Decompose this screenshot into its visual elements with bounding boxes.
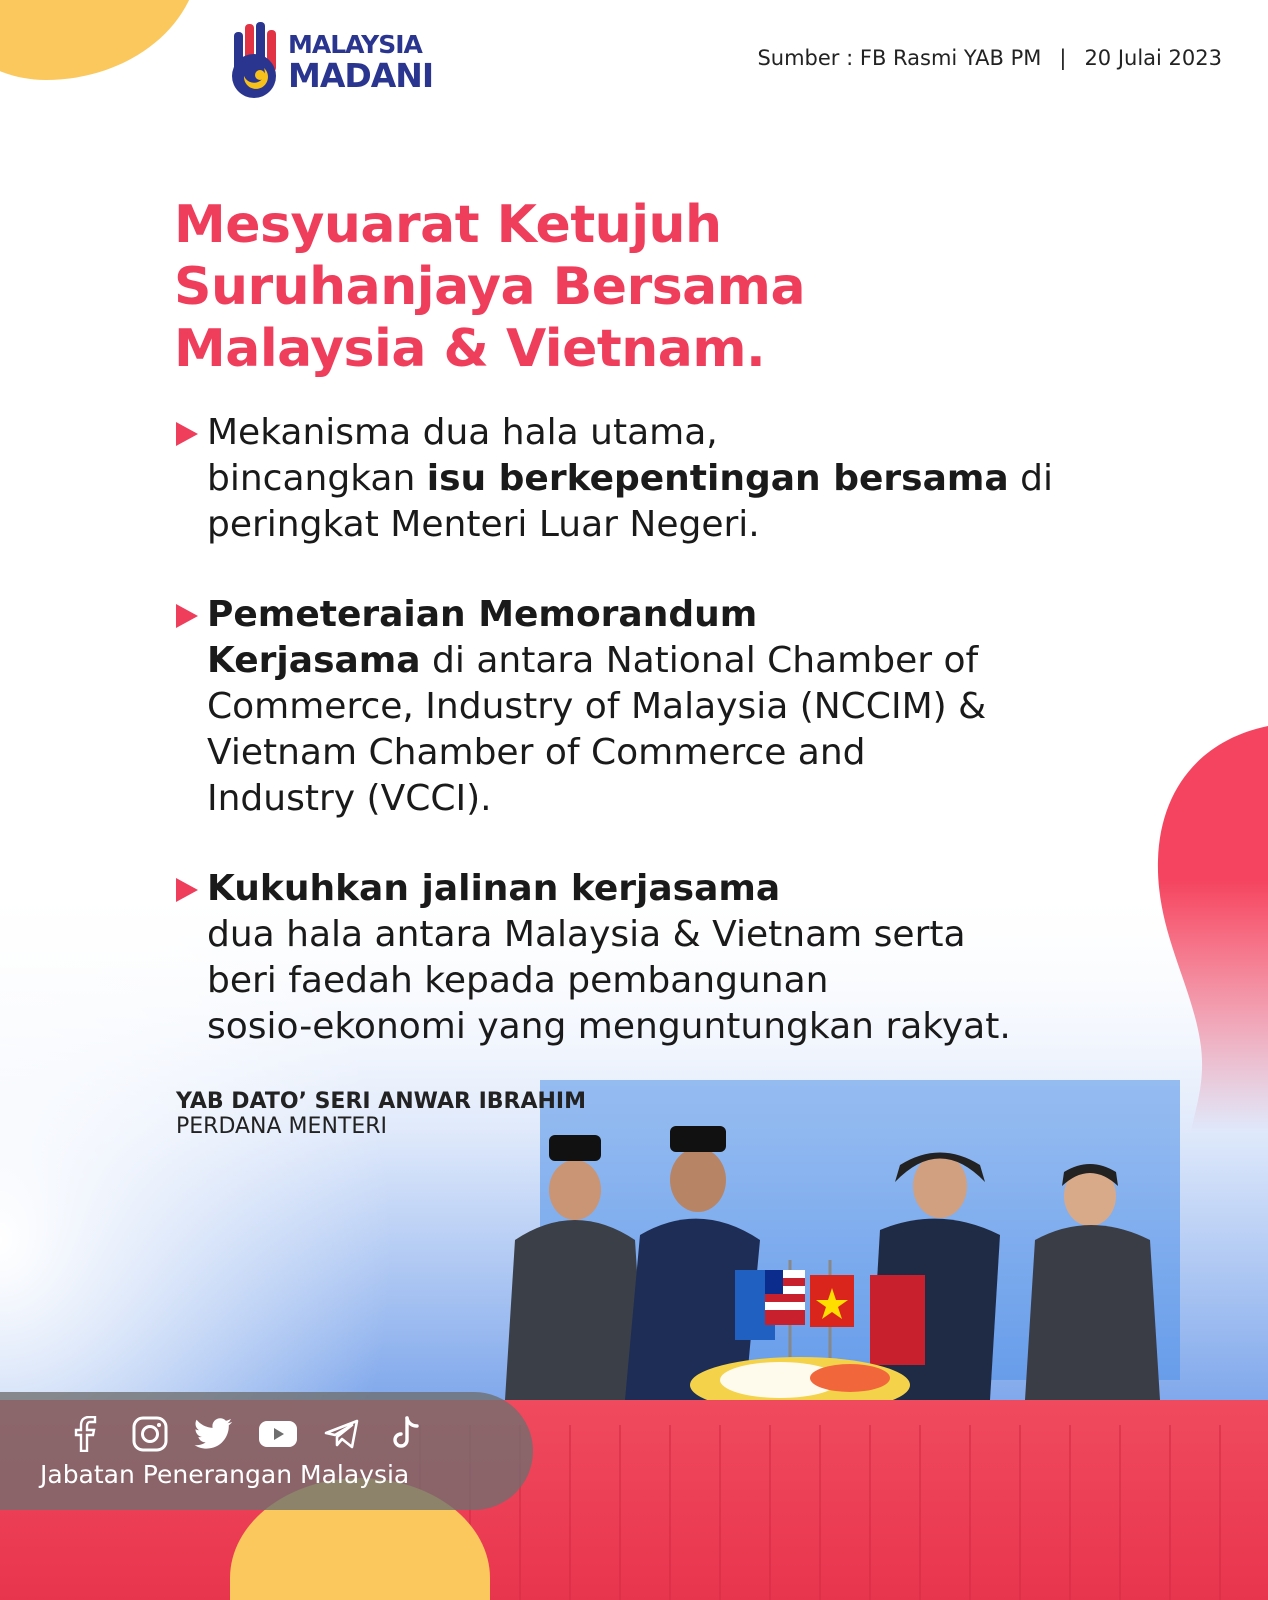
twitter-icon[interactable]	[194, 1414, 234, 1454]
bullet-3-line-1	[207, 866, 1176, 912]
date-label: 20 Julai 2023	[1084, 46, 1222, 70]
social-icons-row	[66, 1414, 426, 1454]
bullet-2-line-4: Vietnam Chamber of Commerce and	[207, 732, 866, 773]
title-line-2: Suruhanjaya Bersama	[174, 257, 806, 317]
title-line-1: Mesyuarat Ketujuh	[174, 195, 722, 255]
bullet-2-line-5: Industry (VCCI).	[207, 778, 492, 819]
separator: |	[1059, 46, 1067, 70]
bullet-2-text-post: di antara National Chamber of	[420, 640, 979, 681]
bullet-3-line-4: sosio-ekonomi yang menguntungkan rakyat.	[207, 1006, 1011, 1047]
page-title	[174, 194, 974, 380]
triangle-bullet-icon	[176, 604, 198, 628]
bullet-1-line-2	[207, 456, 1176, 502]
bullet-1-text-post: di	[1008, 458, 1053, 499]
telegram-icon[interactable]	[322, 1414, 362, 1454]
facebook-icon[interactable]	[66, 1414, 106, 1454]
bullet-1-line-3: peringkat Menteri Luar Negeri.	[207, 504, 760, 545]
youtube-icon[interactable]	[258, 1414, 298, 1454]
triangle-bullet-icon	[176, 422, 198, 446]
bullet-2-text-bold-2: Kerjasama	[207, 640, 421, 681]
madani-hand-icon	[230, 20, 282, 100]
attribution-name: YAB DATO’ SERI ANWAR IBRAHIM	[176, 1089, 586, 1114]
bullet-2-line-2	[207, 638, 1176, 684]
bullet-2-line-3: Commerce, Industry of Malaysia (NCCIM) &	[207, 686, 987, 727]
instagram-icon[interactable]	[130, 1414, 170, 1454]
bullet-2-text-bold-1: Pemeteraian Memorandum	[207, 594, 758, 635]
attribution-role: PERDANA MENTERI	[176, 1114, 388, 1139]
bullet-1-line-1: Mekanisma dua hala utama,	[207, 412, 718, 453]
bullet-3-line-3: beri faedah kepada pembangunan	[207, 960, 829, 1001]
malaysia-madani-logo	[230, 20, 450, 102]
attribution	[176, 1088, 586, 1139]
tiktok-icon[interactable]	[386, 1414, 426, 1454]
logo-text-malaysia: MALAYSIA	[288, 30, 422, 59]
bullet-2-line-1	[207, 592, 1176, 638]
title-line-3: Malaysia & Vietnam.	[174, 319, 766, 379]
bullet-point-3	[176, 866, 1176, 1050]
bullet-point-2	[176, 592, 1176, 822]
bullet-1-text-pre: bincangkan	[207, 458, 427, 499]
bullet-1-text-bold: isu berkepentingan bersama	[426, 458, 1009, 499]
organization-label: Jabatan Penerangan Malaysia	[40, 1460, 410, 1489]
bullet-3-line-2: dua hala antara Malaysia & Vietnam serta	[207, 914, 966, 955]
triangle-bullet-icon	[176, 878, 198, 902]
bullet-point-1	[176, 410, 1176, 548]
source-label: Sumber : FB Rasmi YAB PM	[757, 46, 1042, 70]
bullet-3-text-bold: Kukuhkan jalinan kerjasama	[207, 868, 781, 909]
source-line	[757, 46, 1222, 70]
logo-text-madani: MADANI	[288, 56, 434, 95]
social-footer	[0, 1392, 533, 1510]
